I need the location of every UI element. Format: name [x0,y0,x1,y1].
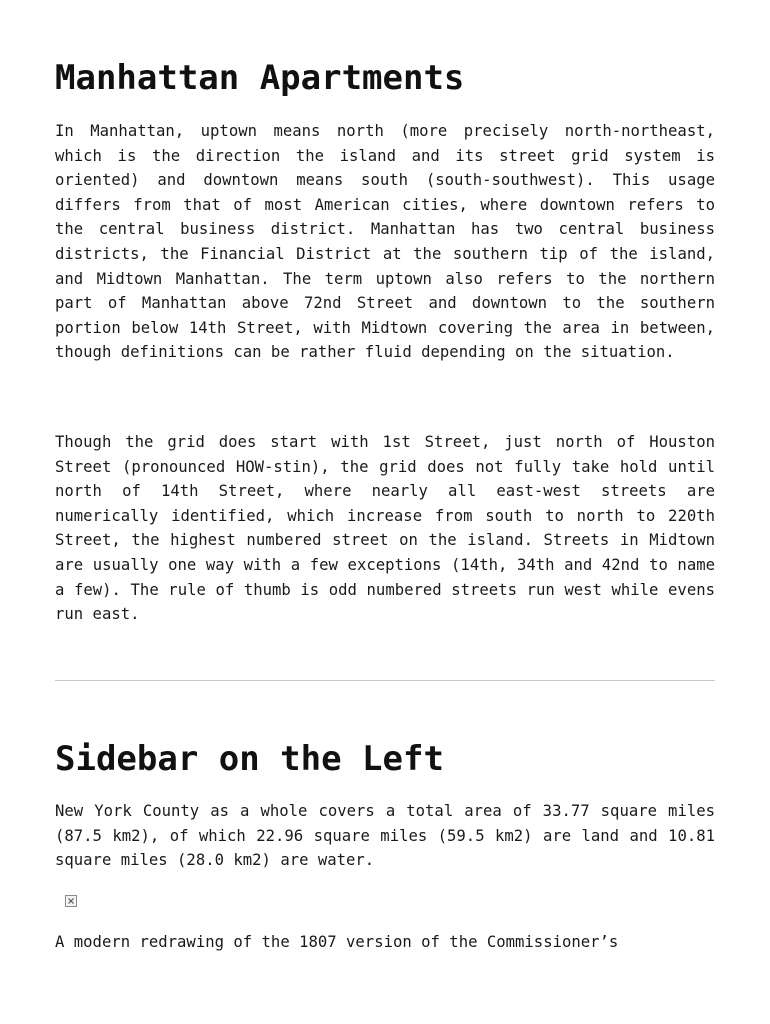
section-title-sidebar-on-the-left: Sidebar on the Left [55,739,444,779]
broken-image-icon [65,895,77,907]
section-title-manhattan-apartments: Manhattan Apartments [55,58,465,98]
paragraph-uptown-downtown: In Manhattan, uptown means north (more precisely north-northeast, which is the direction the island and its street grid system is oriented) and downtown means south (south-southwest). This usage differs from that of most American cities, where downtown refers to the central business district. Manhattan has two central business districts, the Financial District at the southern tip of the island, and Midtown Manhattan. The term uptown also refers to the northern part of Manhattan above 72nd Street and downtown to the southern portion below 14th Street, with Midtown covering the area in between, though definitions can be rather fluid depending on the situation. [55,122,715,362]
paragraph-county-area: New York County as a whole covers a total area of 33.77 square miles (87.5 km2), of which 22.96 square miles (59.5 km2) are land and 10.81 square miles (28.0 km2) are water. [55,802,715,870]
paragraph-commissioners-plan: A modern redrawing of the 1807 version of the Commissioner’s [55,933,619,951]
paragraph-street-grid: Though the grid does start with 1st Street, just north of Houston Street (pronounced HOW-stin), the grid does not fully take hold until north of 14th Street, where nearly all east-west streets are numerically identified, which increase from south to north to 220th Street, the highest numbered street on the island. Streets in Midtown are usually one way with a few exceptions (14th, 34th and 42nd to name a few). The rule of thumb is odd numbered streets run west while evens run east. [55,433,715,624]
section-divider [55,680,715,681]
